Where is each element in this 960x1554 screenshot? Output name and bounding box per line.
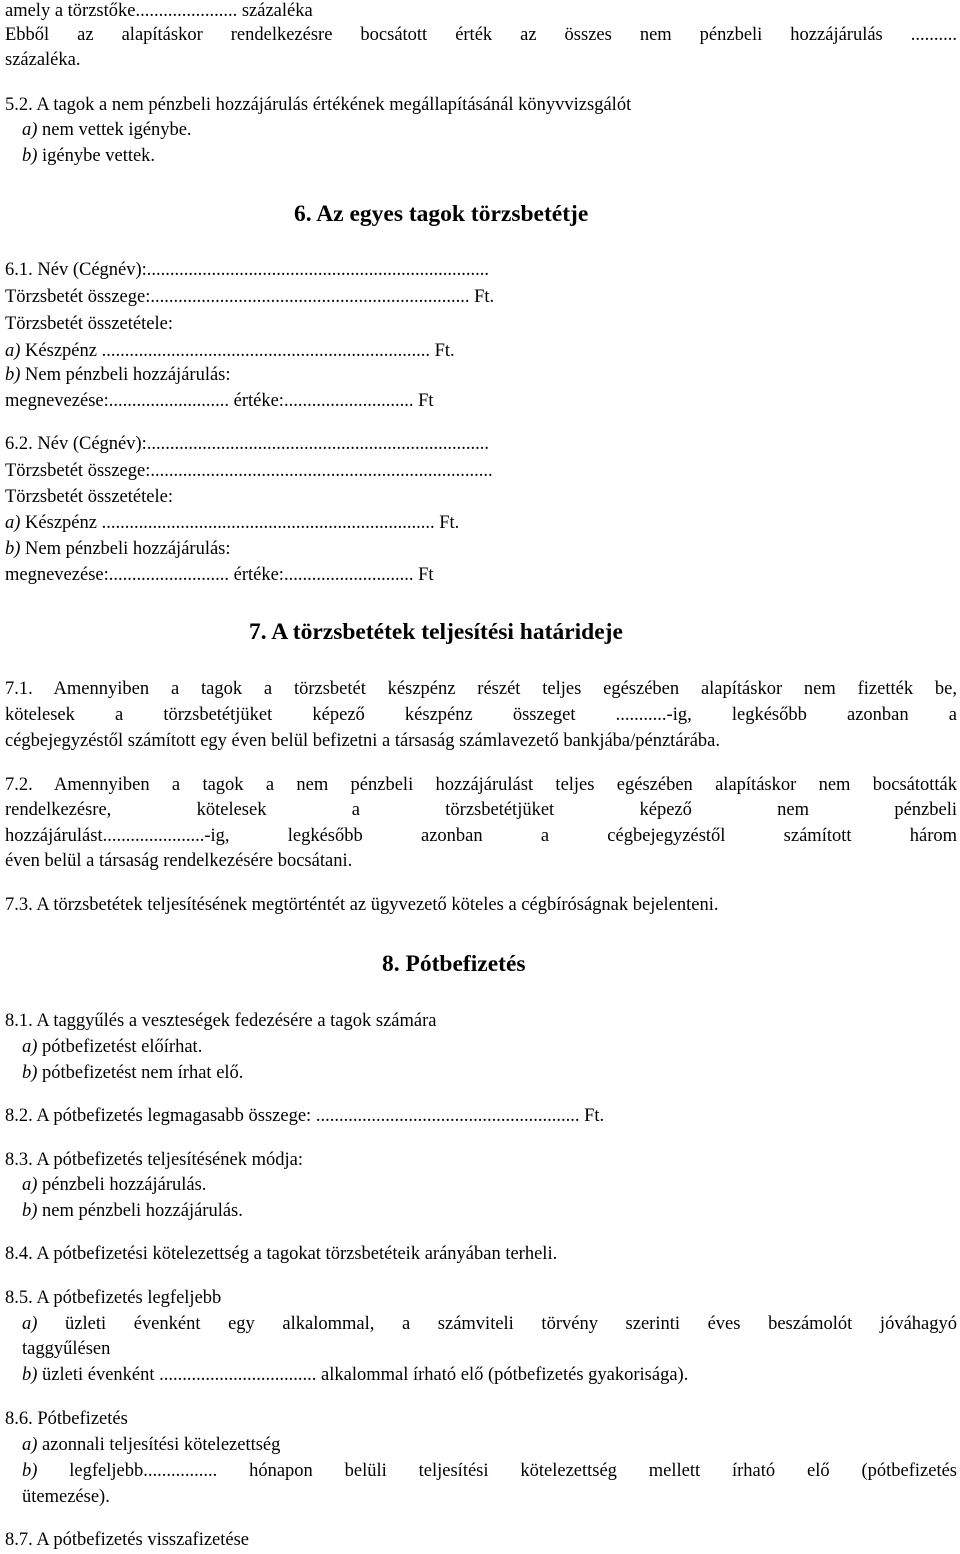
clause-8-3-option-b: b) nem pénzbeli hozzájárulás. <box>22 1201 243 1221</box>
clause-8-5: 8.5. A pótbefizetés legfeljebb <box>5 1288 222 1308</box>
member-1-noncash: b) Nem pénzbeli hozzájárulás: <box>5 365 231 385</box>
clause-8-1-option-b: b) pótbefizetést nem írhat elő. <box>22 1063 244 1083</box>
member-1-composition: Törzsbetét összetétele: <box>5 314 173 334</box>
clause-8-6-option-b-end: ütemezése). <box>22 1487 110 1507</box>
noncash-ratio-line: Ebből az alapításkor rendelkezésre bocsátott érték az összes nem pénzbeli hozzájárulás .......... <box>5 25 957 45</box>
clause-8-3: 8.3. A pótbefizetés teljesítésének módja: <box>5 1150 303 1170</box>
clause-8-4: 8.4. A pótbefizetési kötelezettség a tagokat törzsbetéteik arányában terheli. <box>5 1244 558 1264</box>
clause-7-2-line-2: rendelkezésre, kötelesek a törzsbetétjüket képező nem pénzbeli <box>5 800 957 820</box>
clause-8-5-option-a-end: taggyűlésen <box>22 1339 111 1359</box>
member-1-amount: Törzsbetét összege:..................................................................... Ft. <box>5 287 495 307</box>
clause-7-2-line-1: 7.2. Amennyiben a tagok a nem pénzbeli hozzájárulást teljes egészében alapításkor nem bocsátották <box>5 775 957 795</box>
member-1-cash: a) Készpénz ....................................................................... Ft. <box>5 341 455 361</box>
clause-7-3: 7.3. A törzsbetétek teljesítésének megtörténtét az ügyvezető köteles a cégbíróságnak bejelenteni. <box>5 895 719 915</box>
clause-7-2-line-4: éven belül a társaság rendelkezésére bocsátani. <box>5 851 353 871</box>
section-7-heading: 7. A törzsbetétek teljesítési határideje <box>249 619 623 645</box>
member-2-amount: Törzsbetét összege:.......................................................................... <box>5 461 493 481</box>
clause-5-2: 5.2. A tagok a nem pénzbeli hozzájárulás értékének megállapításánál könyvvizsgálót <box>5 95 632 115</box>
clause-7-1-line-3: cégbejegyzéstől számított egy éven belül befizetni a társaság számlavezető bankjába/pénztárába. <box>5 731 720 751</box>
clause-7-1-line-2: kötelesek a törzsbetétjüket képező készpénz összeget ...........-ig, legkésőbb azonban a <box>5 705 957 725</box>
clause-7-2-line-3: hozzájárulást......................-ig, legkésőbb azonban a cégbejegyzéstől számított három <box>5 826 957 846</box>
section-8-heading: 8. Pótbefizetés <box>382 951 526 977</box>
member-2-cash: a) Készpénz ........................................................................ Ft. <box>5 513 460 533</box>
percent-line: amely a törzstőke...................... százaléka <box>5 1 313 21</box>
member-2-noncash-desc: megnevezése:.......................... értéke:............................ Ft <box>5 565 434 585</box>
section-6-heading: 6. Az egyes tagok törzsbetétje <box>294 201 589 227</box>
clause-8-3-option-a: a) pénzbeli hozzájárulás. <box>22 1175 207 1195</box>
clause-8-6-option-b: b) legfeljebb................ hónapon belüli teljesítési kötelezettség mellett írható elő (pótbefizetés <box>22 1461 957 1481</box>
member-2-noncash: b) Nem pénzbeli hozzájárulás: <box>5 539 231 559</box>
clause-8-6-option-a: a) azonnali teljesítési kötelezettség <box>22 1435 281 1455</box>
clause-8-5-option-b: b) üzleti évenként .................................. alkalommal írható elő (pótbefizetés gyakorisága). <box>22 1365 689 1385</box>
option-b: b) igénybe vettek. <box>22 146 156 166</box>
clause-7-1-line-1: 7.1. Amennyiben a tagok a törzsbetét készpénz részét teljes egészében alapításkor nem fizették be, <box>5 679 957 699</box>
clause-8-1-option-a: a) pótbefizetést előírhat. <box>22 1037 203 1057</box>
member-2-composition: Törzsbetét összetétele: <box>5 487 173 507</box>
clause-8-5-option-a: a) üzleti évenként egy alkalommal, a számviteli törvény szerinti éves beszámolót jóváhagyó <box>22 1314 957 1334</box>
member-2-name: 6.2. Név (Cégnév):.......................................................................... <box>5 434 490 454</box>
clause-8-2: 8.2. A pótbefizetés legmagasabb összege: ......................................................... Ft. <box>5 1106 605 1126</box>
member-1-noncash-desc: megnevezése:.......................... értéke:............................ Ft <box>5 391 434 411</box>
clause-8-7: 8.7. A pótbefizetés visszafizetése <box>5 1530 250 1550</box>
option-a: a) nem vettek igénybe. <box>22 120 192 140</box>
clause-8-1: 8.1. A taggyűlés a veszteségek fedezésére a tagok számára <box>5 1011 437 1031</box>
noncash-ratio-line-end: százaléka. <box>5 50 81 70</box>
member-1-name: 6.1. Név (Cégnév):.......................................................................... <box>5 260 490 280</box>
clause-8-6: 8.6. Pótbefizetés <box>5 1409 128 1429</box>
